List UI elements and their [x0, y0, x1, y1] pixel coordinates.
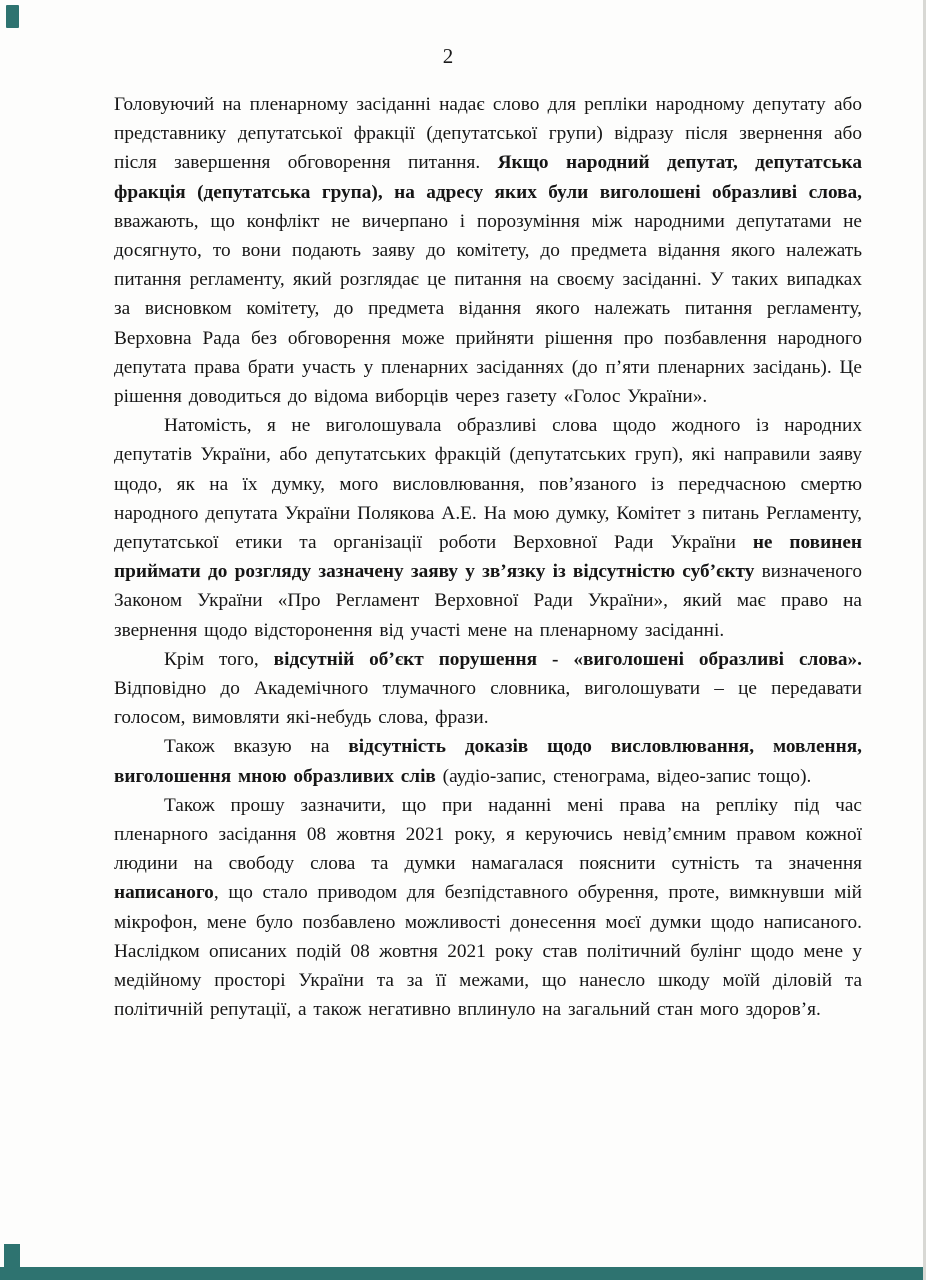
text-run-bold: відсутній об’єкт порушення - «виголошені образливі слова». — [273, 648, 862, 670]
text-run: Крім того, — [164, 648, 274, 670]
document-body — [114, 90, 862, 1025]
text-run: визначеного Законом України «Про Регламент Верховної Ради України», який має право на звернення щодо відсторонення від участі мене на пленарному засіданні. — [114, 561, 862, 641]
text-run-bold: відсутність доказів щодо висловлювання, мовлення, виголошення мною образливих слів — [114, 736, 863, 787]
text-run-bold: не повинен приймати до розгляду зазначену заяву у зв’язку із відсутністю суб’єкту — [114, 532, 862, 583]
text-run: Також прошу зазначити, що при наданні мені права на репліку під час пленарного засідання 08 жовтня 2021 року, я керуючись невід’ємним правом кожної людини на свободу слова та думки намагалася пояснити сутність та значення — [114, 794, 862, 875]
scan-artifact-bottom-bar — [0, 1267, 926, 1280]
text-run-bold: написаного — [114, 882, 214, 904]
paragraph — [114, 791, 862, 1025]
text-run-bold: Якщо народний депутат, депутатська фракція (депутатська група), на адресу яких були виголошені образливі слова, — [114, 152, 862, 203]
text-run: вважають, що конфлікт не вичерпано і порозуміння між народними депутатами не досягнуто, то вони подають заяву до комітету, до предмета відання якого належать питання регламенту, який розглядає це питання на своєму засіданні. У таких випадках за висновком комітету, до предмета відання якого належать питання регламенту, Верховна Рада без обговорення може прийняти рішення про позбавлення народного депутата права брати участь у пленарних засіданнях (до п’яти пленарних засідань). Це рішення доводиться до відома виборців через газету «Голос України». — [114, 210, 862, 408]
text-run: Також вказую на — [164, 736, 349, 758]
paragraph — [114, 645, 862, 733]
paragraph — [114, 732, 862, 790]
text-run: (аудіо-запис, стенограма, відео-запис тощо). — [442, 765, 812, 787]
paragraph — [114, 90, 862, 411]
paragraph — [114, 411, 862, 645]
page-number: 2 — [442, 44, 454, 68]
text-run: Головуючий на пленарному засіданні надає слово для репліки народному депутату або представнику депутатської фракції (депутатської групи) відразу після звернення або після завершення обговорення питання. — [114, 94, 862, 174]
text-run: Натомість, я не виголошувала образливі слова щодо жодного із народних депутатів України, або депутатських фракцій (депутатських груп), які направили заяву щодо, як на їх думку, мого висловлювання, пов’язаного із передчасною смертю народного депутата України Полякова А.Е. На мою думку, Комітет з питань Регламенту, депутатської етики та організації роботи Верховної Ради України — [114, 415, 862, 554]
scan-artifact-top-left — [6, 5, 19, 28]
scan-artifact-bottom-left — [4, 1244, 20, 1280]
text-run: , що стало приводом для безпідставного обурення, проте, вимкнувши мій мікрофон, мене було позбавлено можливості донесення моєї думки щодо написаного. Наслідком описаних подій 08 жовтня 2021 року став політичний булінг щодо мене у медійному просторі України та за її межами, що нанесло шкоду моїй діловій та політичній репутації, а також негативно вплинуло на загальний стан мого здоров’я. — [114, 882, 862, 1021]
text-run: Відповідно до Академічного тлумачного словника, виголошувати – це передавати голосом, вимовляти які-небудь слова, фрази. — [114, 678, 862, 729]
